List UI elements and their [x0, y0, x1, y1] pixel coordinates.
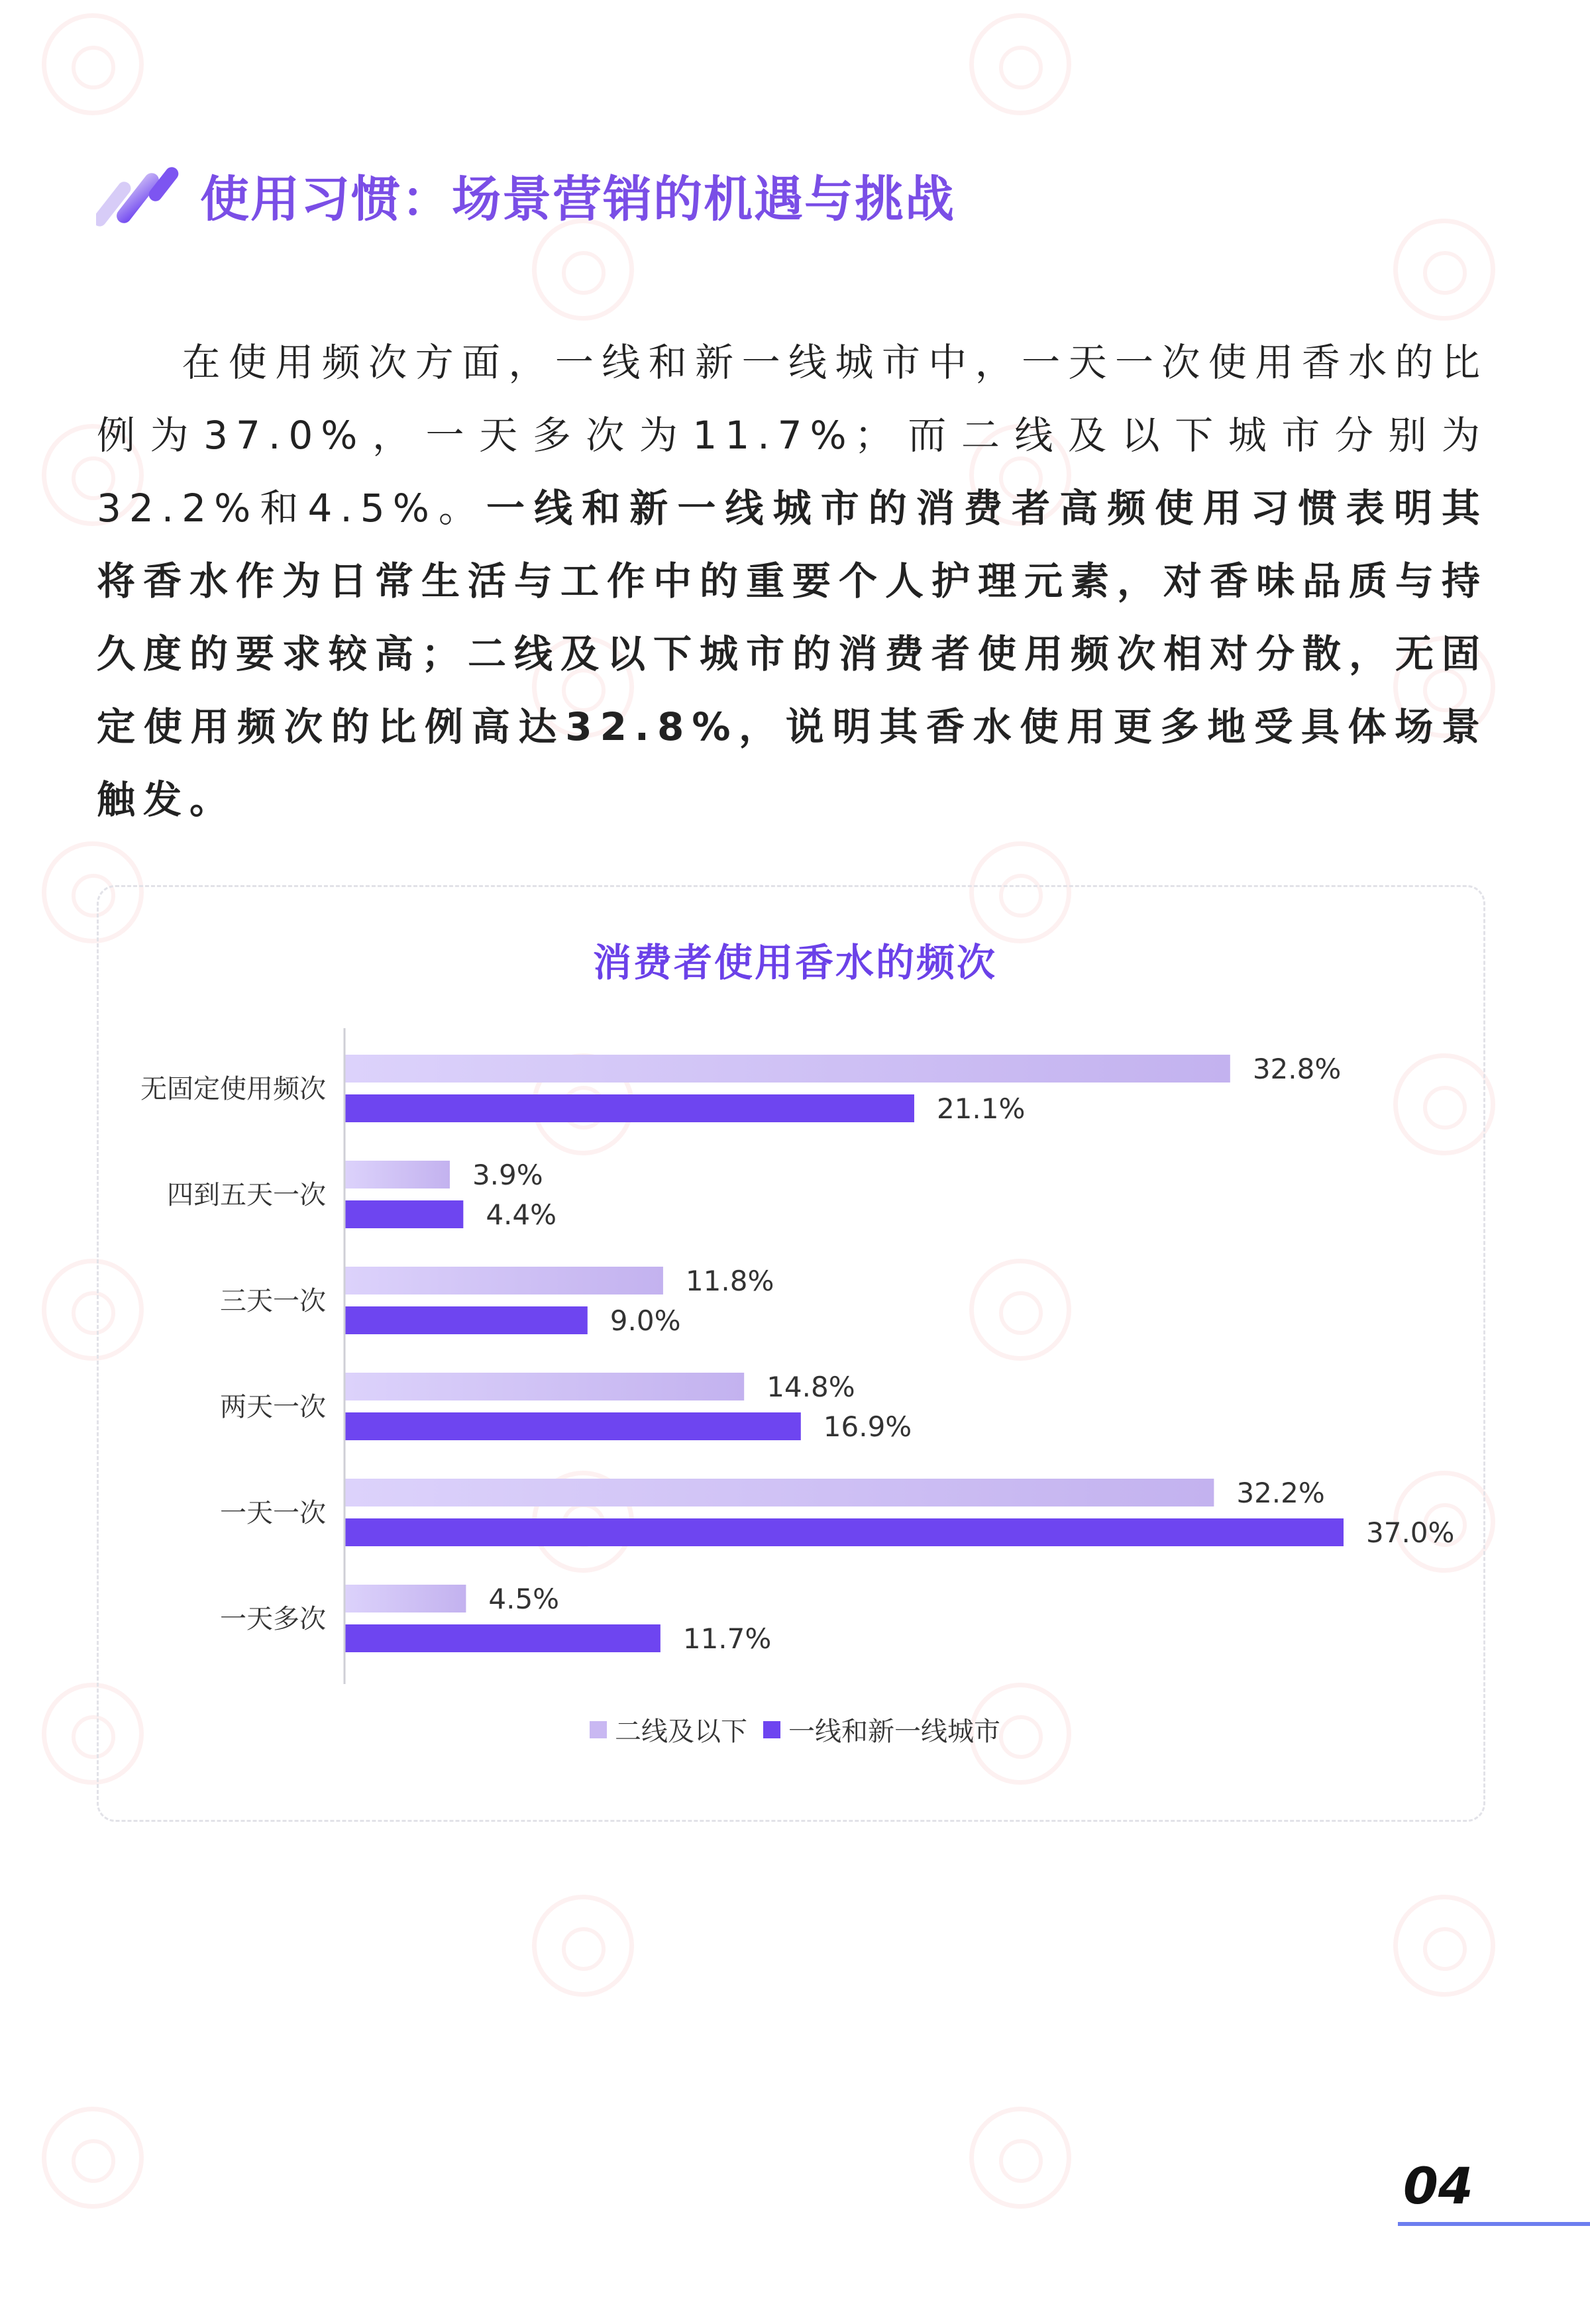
- bar-tier1: [344, 1624, 661, 1652]
- page-number: 04: [1403, 2156, 1473, 2215]
- page-number-underline: [1398, 2222, 1590, 2226]
- category-label: 无固定使用频次: [140, 1074, 326, 1104]
- legend-item-tier2: [590, 1711, 747, 1748]
- bar-tier2: [344, 1479, 1214, 1506]
- bar-value-label: 4.4%: [486, 1198, 557, 1231]
- watermark: [0, 2107, 186, 2213]
- bar-tier1: [344, 1200, 463, 1228]
- bar-tier1: [344, 1306, 588, 1334]
- bar-tier2: [344, 1373, 744, 1400]
- bar-value-label: 14.8%: [767, 1371, 855, 1403]
- bar-tier2: [344, 1267, 663, 1294]
- bar-value-label: 21.1%: [936, 1092, 1026, 1125]
- bar-tier1: [344, 1518, 1344, 1546]
- watermark-seal-icon: [1393, 1895, 1495, 1997]
- chart-title: 消费者使用香水的频次: [592, 940, 997, 985]
- bar-tier1: [344, 1412, 801, 1440]
- legend-swatch-tier1: [763, 1721, 780, 1738]
- watermark: [928, 2107, 1113, 2213]
- bar-value-label: 9.0%: [610, 1304, 681, 1337]
- bar-value-label: 16.9%: [823, 1410, 912, 1443]
- watermark: [490, 1895, 676, 2001]
- bar-tier2: [344, 1585, 466, 1612]
- watermark: [1352, 1895, 1537, 2001]
- category-label: 一天多次: [220, 1604, 326, 1634]
- bar-value-label: 11.7%: [682, 1622, 772, 1655]
- legend-label-tier1: 一线和新一线城市: [788, 1717, 1000, 1747]
- legend-swatch-tier2: [590, 1721, 607, 1738]
- bar-tier2: [344, 1055, 1230, 1083]
- bar-tier1: [344, 1094, 914, 1122]
- bar-value-label: 32.2%: [1236, 1477, 1325, 1509]
- legend-item-tier1: [763, 1711, 1000, 1748]
- bar-value-label: 4.5%: [488, 1583, 560, 1615]
- section-title: 使用习惯：场景营销的机遇与挑战: [200, 171, 955, 228]
- category-label: 四到五天一次: [167, 1180, 326, 1210]
- chart-legend: [0, 1711, 1590, 1748]
- paragraph-plain-text: 在使用频次方面，一线和新一线城市中，一天一次使用香水的比例为37.0%，一天多次为11.7%；而二线及以下城市分别为32.2%和4.5%。: [97, 340, 1488, 531]
- bar-value-label: 3.9%: [472, 1159, 543, 1191]
- paragraph-bold-text: 一线和新一线城市的消费者高频使用习惯表明其将香水作为日常生活与工作中的重要个人护理元素，对香味品质与持久度的要求较高；二线及以下城市的消费者使用频次相对分散，无固定使用频次的比例高达32.8%，说明其香水使用更多地受具体场景触发。: [97, 486, 1489, 822]
- watermark-seal-icon: [42, 2107, 144, 2209]
- category-label: 两天一次: [220, 1392, 326, 1422]
- bar-tier2: [344, 1161, 450, 1188]
- watermark-seal-icon: [532, 1895, 634, 1997]
- bar-value-label: 11.8%: [685, 1265, 774, 1297]
- category-label: 一天一次: [220, 1498, 326, 1528]
- bar-value-label: 37.0%: [1366, 1516, 1455, 1549]
- bar-value-label: 32.8%: [1252, 1053, 1342, 1085]
- category-label: 三天一次: [220, 1286, 326, 1316]
- legend-label-tier2: 二线及以下: [615, 1717, 747, 1747]
- watermark-seal-icon: [969, 2107, 1071, 2209]
